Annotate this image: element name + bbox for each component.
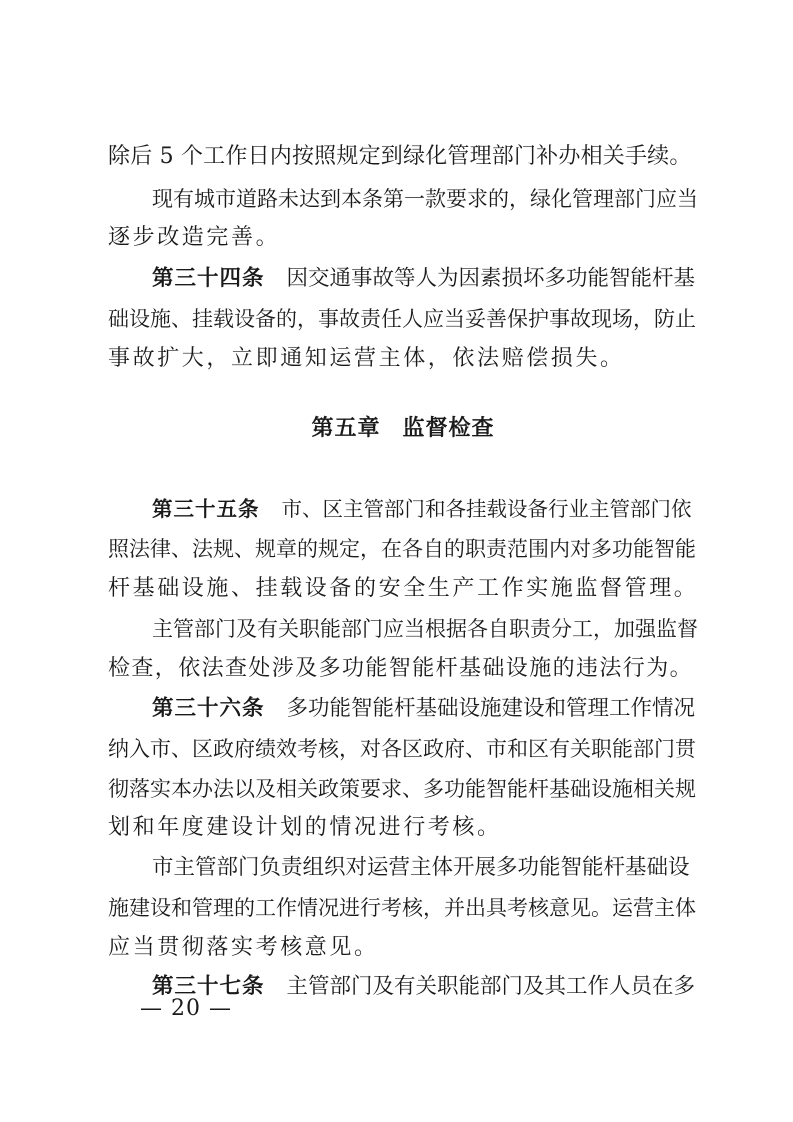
line-text: 事故扩大，立即通知运营主体，依法赔偿损失。	[108, 346, 625, 371]
paragraph-line	[152, 853, 698, 883]
paragraph-line	[108, 933, 698, 963]
paragraph-line	[108, 142, 698, 172]
line-text: 市主管部门负责组织对运营主体开展多功能智能杆基础设	[152, 855, 690, 880]
line-text: 多功能智能杆基础设施建设和管理工作情况	[286, 696, 696, 721]
paragraph-line	[152, 614, 698, 644]
line-text: 划和年度建设计划的情况进行考核。	[108, 815, 502, 840]
article-heading: 第三十七条	[152, 974, 265, 999]
line-text: 主管部门及有关职能部门及其工作人员在多	[286, 974, 696, 999]
line-text: 现有城市道路未达到本条第一款要求的，绿化管理部门应当	[152, 187, 698, 211]
paragraph-line	[108, 893, 698, 923]
chapter-title: 监督检查	[402, 416, 495, 441]
line-text: 杆基础设施、挂载设备的安全生产工作实施监督管理。	[108, 576, 699, 601]
paragraph-line	[108, 534, 698, 564]
paragraph-line	[108, 734, 698, 764]
article-36-line	[152, 694, 698, 724]
paragraph-line	[108, 344, 698, 374]
line-text: 逐步改造完善。	[108, 225, 281, 250]
line-text: 施建设和管理的工作情况进行考核，并出具考核意见。运营主体	[108, 896, 696, 920]
line-text: 市、区主管部门和各挂载设备行业主管部门依	[281, 497, 692, 521]
chapter-number: 第五章	[311, 416, 381, 441]
article-35-line	[152, 494, 698, 524]
line-text: 彻落实本办法以及相关政策要求、多功能智能杆基础设施相关规	[108, 777, 696, 801]
page-number: — 20 —	[140, 996, 232, 1021]
paragraph-line	[108, 304, 698, 334]
line-text: 照法律、法规、规章的规定，在各自的职责范围内对多功能智能	[108, 537, 696, 561]
article-34-line	[152, 264, 698, 294]
article-heading: 第三十六条	[152, 696, 265, 721]
chapter-heading	[108, 414, 698, 444]
paragraph-line	[108, 223, 698, 253]
line-text: 纳入市、区政府绩效考核，对各区政府、市和区有关职能部门贯	[108, 737, 696, 761]
paragraph-line	[108, 654, 698, 684]
paragraph-line	[108, 574, 698, 604]
line-text: 应当贯彻落实考核意见。	[108, 935, 379, 960]
paragraph-line	[152, 184, 698, 214]
article-heading: 第三十五条	[152, 497, 260, 521]
line-text: 础设施、挂载设备的，事故责任人应当妥善保护事故现场，防止	[108, 307, 696, 331]
line-text: 检查，依法查处涉及多功能智能杆基础设施的违法行为。	[108, 656, 694, 681]
paragraph-line	[108, 774, 698, 804]
line-text: 因交通事故等人为因素损坏多功能智能杆基	[286, 266, 696, 291]
article-37-line	[152, 972, 698, 1002]
paragraph-line	[108, 813, 698, 843]
article-heading: 第三十四条	[152, 266, 265, 291]
line-text: 主管部门及有关职能部门应当根据各自职责分工，加强监督	[152, 617, 698, 641]
line-text: 除后 5 个工作日内按照规定到绿化管理部门补办相关手续。	[108, 144, 692, 169]
